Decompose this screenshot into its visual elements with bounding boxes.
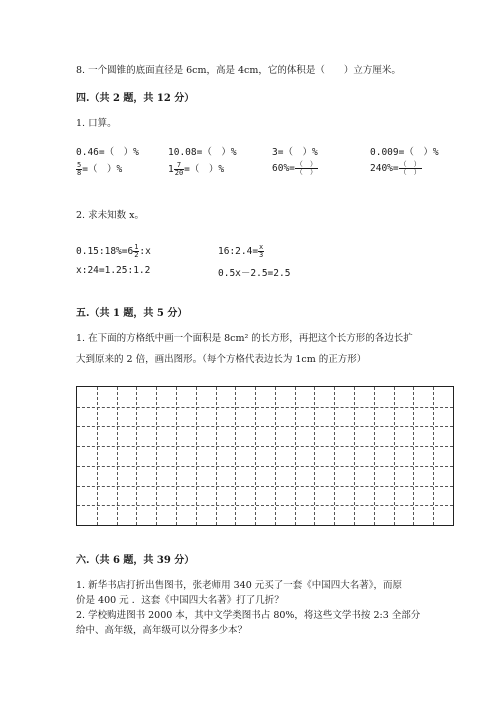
grid-line-horizontal xyxy=(77,466,453,467)
square-grid-paper xyxy=(76,386,454,526)
mental-calc-6: 1 $\frac{7}{20}$ =（ ）% xyxy=(168,161,225,177)
equation-4: 0.5x－2.5=2.5 xyxy=(218,268,291,279)
grid-line-horizontal xyxy=(77,426,453,427)
fraction: $\frac{x}{3}$ xyxy=(259,243,264,259)
equation-2: 16:2.4= $\frac{x}{3}$ xyxy=(218,243,264,259)
section-6-q1-line2: 价是 400 元 ．这套《中国四大名著》打了几折？ xyxy=(76,595,284,606)
mental-calc-3: 3=（ ）% xyxy=(272,147,318,158)
mental-calc-4: 0.009=（ ）% xyxy=(370,147,439,158)
fraction: $\frac{1}{2}$ xyxy=(134,243,139,259)
section-5-q1-line2: 大到原来的 2 倍，画出图形。（每个方格代表边长为 1cm 的正方形） xyxy=(76,354,367,365)
grid-line-horizontal xyxy=(77,486,453,487)
fraction: $\frac{5}{8}$ xyxy=(77,161,82,177)
section-6-q1-line1: 1. 新华书店打折出售图书，张老师用 340 元买了一套《中国四大名著》，而原 xyxy=(76,580,403,591)
mental-calc-8: 240%= $\frac{( )}{( )}$ xyxy=(370,160,421,176)
fraction: $\frac{( )}{( )}$ xyxy=(399,160,421,176)
fraction: $\frac{( )}{( )}$ xyxy=(295,160,317,176)
grid-line-horizontal xyxy=(77,505,453,506)
mental-calc-5: $\frac{5}{8}$ =（ ）% xyxy=(77,161,123,177)
section-4-q2-label: 2. 求未知数 x。 xyxy=(76,210,144,221)
grid-line-horizontal xyxy=(77,446,453,447)
fraction: $\frac{7}{20}$ xyxy=(174,161,184,177)
section-5-q1-line1: 1. 在下面的方格纸中画一个面积是 8cm² 的长方形，再把这个长方形的各边长扩 xyxy=(76,333,413,344)
equation-1: 0.15:18%=6 $\frac{1}{2}$ :x xyxy=(76,243,151,259)
mental-calc-2: 10.08=（ ）% xyxy=(168,147,237,158)
section-6-title: 六.（共 6 题，共 39 分） xyxy=(76,555,195,566)
section-5-title: 五.（共 1 题，共 5 分） xyxy=(76,308,188,319)
question-8: 8. 一个圆锥的底面直径是 6cm，高是 4cm，它的体积是（ ）立方厘米。 xyxy=(76,65,401,76)
section-4-q1-label: 1. 口算。 xyxy=(76,118,117,129)
mental-calc-1: 0.46=（ ）% xyxy=(76,147,139,158)
grid-line-horizontal xyxy=(77,407,453,408)
section-4-title: 四.（共 2 题，共 12 分） xyxy=(76,93,195,104)
section-6-q2-line2: 给中、高年级，高年级可以分得多少本？ xyxy=(76,625,248,636)
equation-3: x:24=1.25:1.2 xyxy=(76,265,151,276)
section-6-q2-line1: 2. 学校购进图书 2000 本，其中文学类图书占 80%，将这些文学书按 2:3 全部分 xyxy=(76,610,421,621)
mental-calc-7: 60%= $\frac{( )}{( )}$ xyxy=(272,160,317,176)
